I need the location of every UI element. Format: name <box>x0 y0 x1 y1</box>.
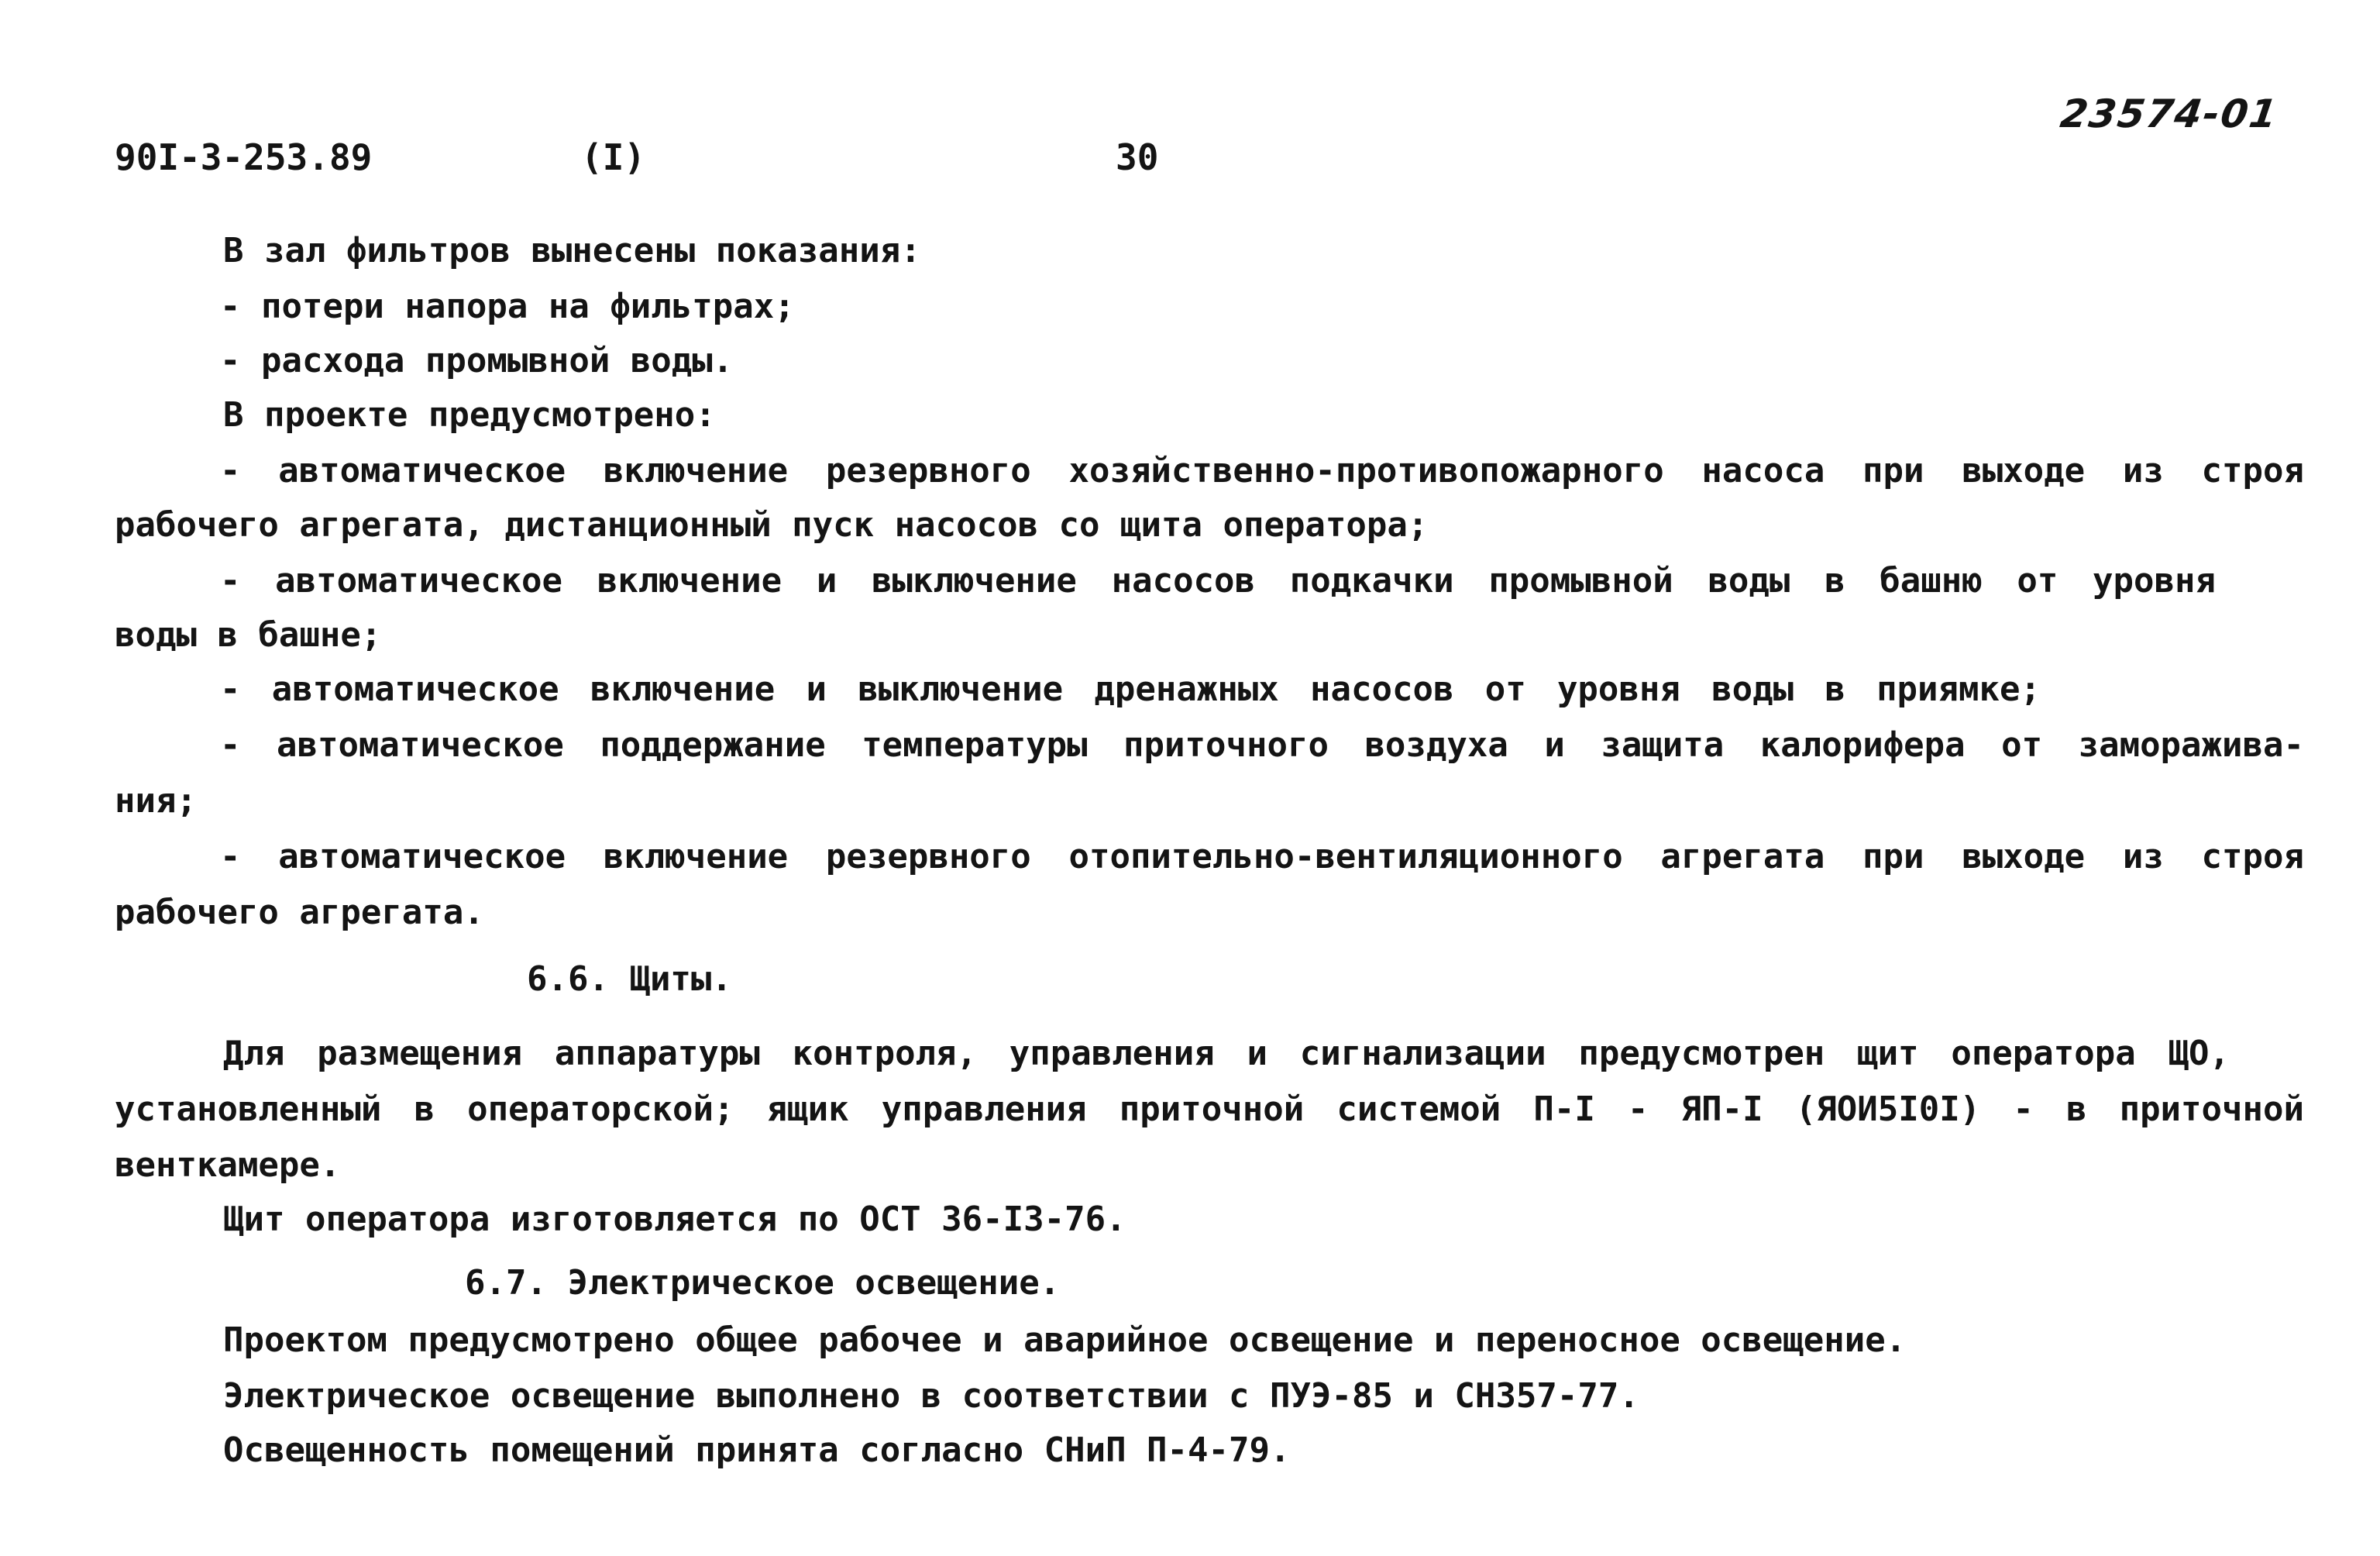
inventory-number-handwritten: 23574-01 <box>2057 91 2282 136</box>
paragraph-line: Освещенность помещений принята согласно СНиП П-4-79. <box>223 1430 1291 1470</box>
paragraph-line: Для размещения аппаратуры контроля, управления и сигнализации предусмотрен щит оператора ЩО, <box>223 1034 2230 1073</box>
paragraph-line: установленный в операторской; ящик управления приточной системой П-I - ЯП-I (ЯОИ5I0I) - в приточной <box>115 1090 2304 1129</box>
volume-number: (I) <box>581 136 646 178</box>
paragraph-line: венткамере. <box>115 1145 341 1185</box>
paragraph-line: В зал фильтров вынесены показания: <box>223 231 921 270</box>
paragraph-line: ния; <box>115 781 197 821</box>
paragraph-line: Щит оператора изготовляется по ОСТ 36-I3-76. <box>223 1200 1126 1239</box>
paragraph-line: Проектом предусмотрено общее рабочее и аварийное освещение и переносное освещение. <box>223 1320 1907 1360</box>
paragraph-line: воды в башне; <box>115 615 382 655</box>
list-item: - автоматическое включение и выключение дренажных насосов от уровня воды в приямке; <box>220 670 2041 709</box>
list-item: - автоматическое включение резервного хозяйственно-противопожарного насоса при выходе из строя <box>220 451 2304 491</box>
page-number: 30 <box>1116 136 1159 178</box>
paragraph-line: рабочего агрегата, дистанционный пуск насосов со щита оператора; <box>115 505 1429 545</box>
list-item: - потери напора на фильтрах; <box>220 287 795 326</box>
section-heading-6-6: 6.6. Щиты. <box>527 959 732 999</box>
paragraph-line: В проекте предусмотрено: <box>223 395 716 435</box>
paragraph-line: рабочего агрегата. <box>115 893 484 932</box>
list-item: - автоматическое включение и выключение насосов подкачки промывной воды в башню от уровня <box>220 561 2216 601</box>
list-item: - автоматическое поддержание температуры приточного воздуха и защита калорифера от заморажива- <box>220 725 2304 765</box>
list-item: - расхода промывной воды. <box>220 341 734 380</box>
list-item: - автоматическое включение резервного отопительно-вентиляционного агрегата при выходе из строя <box>220 837 2304 876</box>
paragraph-line: Электрическое освещение выполнено в соответствии с ПУЭ-85 и СН357-77. <box>223 1376 1639 1416</box>
section-heading-6-7: 6.7. Электрическое освещение. <box>465 1263 1061 1303</box>
document-code: 90I-3-253.89 <box>115 136 373 178</box>
